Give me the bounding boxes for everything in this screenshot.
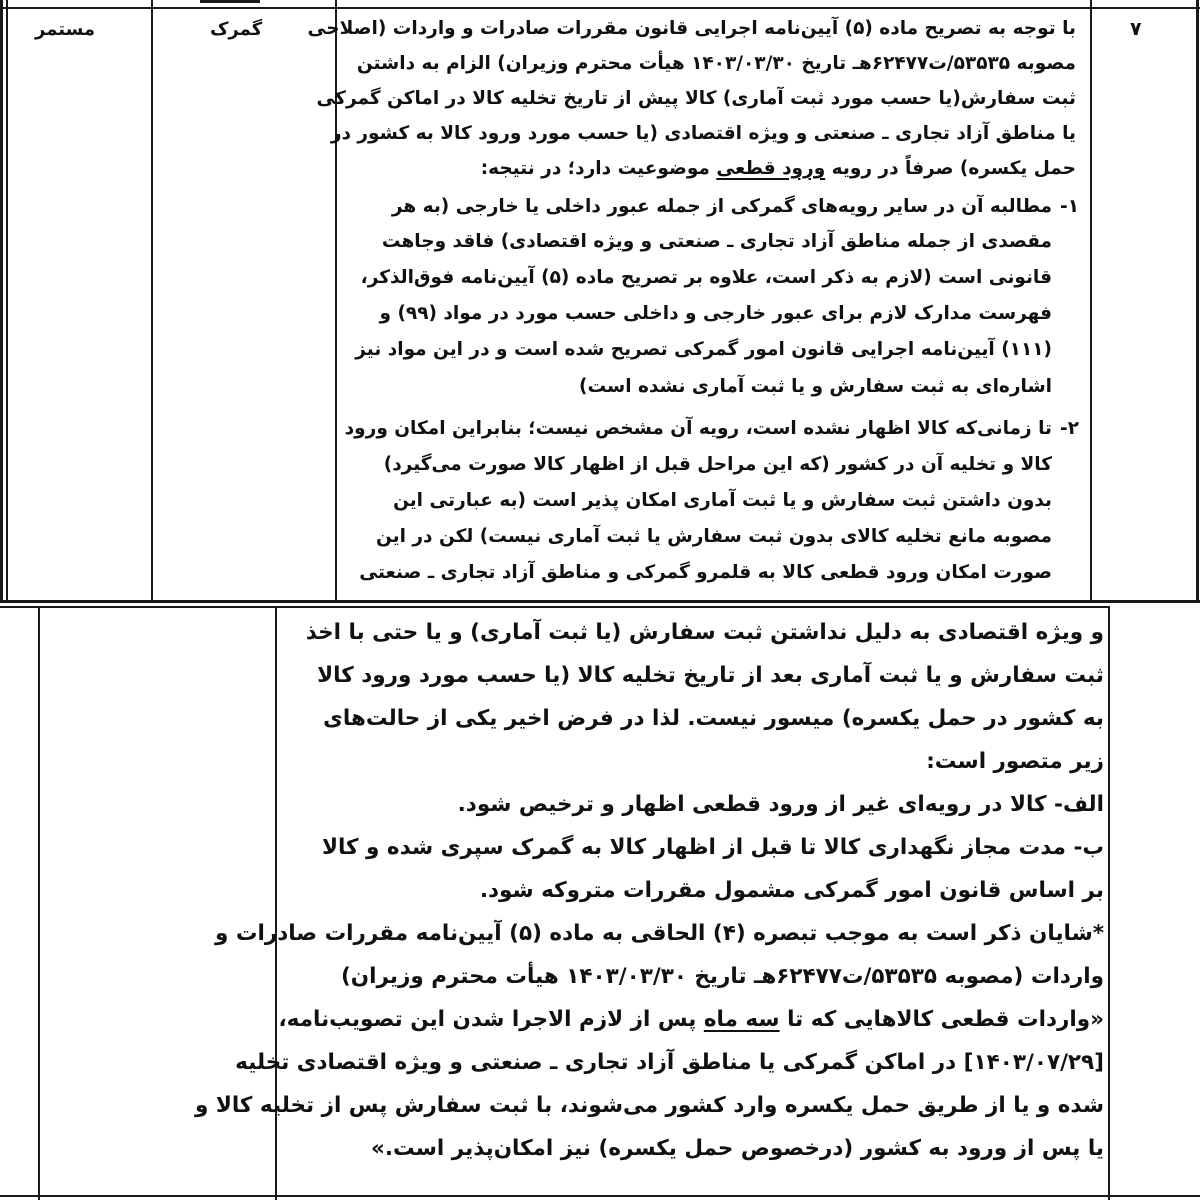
agency-cell: گمرک bbox=[210, 19, 263, 40]
status-cell: مستمر bbox=[35, 19, 96, 40]
column-divider bbox=[1108, 606, 1110, 1200]
text-line: مصوبه ۵۳۵۳۵/ت۶۲۴۷۷هـ تاریخ ۱۴۰۳/۰۳/۳۰ هیأت محترم وزیران) الزام به داشتن bbox=[356, 53, 1076, 74]
table-right-border bbox=[1196, 0, 1199, 600]
footnote-line: واردات (مصوبه ۵۳۵۳۵/ت۶۲۴۷۷هـ تاریخ ۱۴۰۳/۰۳/۳۰ هیأت محترم وزیران) bbox=[340, 964, 1104, 989]
row-divider bbox=[0, 1195, 1200, 1197]
underlined-phrase: ورود قطعی bbox=[716, 158, 826, 179]
text-line: و ویژه اقتصادی به دلیل نداشتن ثبت سفارش (یا ثبت آماری) و یا حتی با اخذ bbox=[305, 620, 1104, 645]
column-divider bbox=[151, 0, 153, 600]
text-line: اشاره‌ای به ثبت سفارش و یا ثبت آماری نشده است) bbox=[579, 376, 1052, 397]
text-line: زیر متصور است: bbox=[926, 749, 1104, 774]
list-item bbox=[344, 418, 1052, 598]
text-line: صورت امکان ورود قطعی کالا به قلمرو گمرکی و مناطق آزاد تجاری ـ صنعتی bbox=[359, 562, 1052, 583]
text-line: فهرست مدارک لازم برای عبور خارجی و داخلی حسب مورد در مواد (۹۹) و bbox=[379, 303, 1052, 324]
cropped-text-fragment bbox=[200, 0, 260, 3]
text-line: مصوبه مانع تخلیه کالای بدون ثبت سفارش یا ثبت آماری نیست) لکن در این bbox=[376, 526, 1052, 547]
footnote-line: «واردات قطعی کالاهایی که تا سه ماه پس از لازم الاجرا شدن این تصویب‌نامه، bbox=[278, 1007, 1104, 1032]
text-line: به کشور در حمل یکسره) میسور نیست. لذا در فرض اخیر یکی از حالت‌های bbox=[323, 706, 1104, 731]
text-line: مطالبه آن در سایر رویه‌های گمرکی از جمله عبور داخلی یا خارجی (به هر bbox=[391, 196, 1052, 217]
text-line: ثبت سفارش(یا حسب مورد ثبت آماری) کالا پیش از تاریخ تخلیه کالا در اماکن گمرکی bbox=[316, 88, 1076, 109]
row-number: ۷ bbox=[1130, 18, 1142, 40]
list-item-alef: الف- کالا در رویه‌ای غیر از ورود قطعی اظهار و ترخیص شود. bbox=[457, 792, 1104, 817]
list-item-number: ۱- bbox=[1060, 196, 1079, 217]
text-line: (۱۱۱) آیین‌نامه اجرایی قانون امور گمرکی تصریح شده است و در این مواد نیز bbox=[355, 339, 1052, 360]
page-break-line bbox=[0, 600, 1200, 603]
footnote-line: یا پس از ورود به کشور (درخصوص حمل یکسره) نیز امکان‌پذیر است.» bbox=[370, 1136, 1104, 1161]
row-divider bbox=[0, 7, 1200, 9]
text-line: قانونی است (لازم به ذکر است، علاوه بر تصریح ماده (۵) آیین‌نامه فوق‌الذکر، bbox=[360, 267, 1052, 288]
text-line: حمل یکسره) صرفاً در رویه ورود قطعی موضوعیت دارد؛ در نتیجه: bbox=[480, 158, 1076, 179]
text-line: کالا و تخلیه آن در کشور (که این مراحل قبل از اظهار کالا صورت می‌گیرد) bbox=[383, 454, 1052, 475]
underlined-phrase: سه ماه bbox=[703, 1007, 780, 1032]
list-item bbox=[352, 196, 1052, 436]
text-line: بدون داشتن ثبت سفارش و یا ثبت آماری امکان پذیر است (به عبارتی این bbox=[393, 490, 1052, 511]
page-break-line-inner bbox=[0, 606, 1110, 608]
footnote-line: [۱۴۰۳/۰۷/۲۹] در اماکن گمرکی یا مناطق آزاد تجاری ـ صنعتی و ویژه اقتصادی تخلیه bbox=[235, 1050, 1104, 1075]
text-line: ثبت سفارش و یا ثبت آماری بعد از تاریخ تخلیه کالا (یا حسب مورد ورود کالا bbox=[317, 663, 1104, 688]
footnote-line: شده و یا از طریق حمل یکسره وارد کشور می‌شوند، با ثبت سفارش پس از تخلیه کالا و bbox=[195, 1093, 1104, 1118]
footnote-line: *شایان ذکر است به موجب تبصره (۴) الحاقی به ماده (۵) آیین‌نامه مقررات صادرات و bbox=[215, 921, 1104, 946]
column-divider bbox=[38, 606, 40, 1200]
column-divider bbox=[1090, 0, 1092, 600]
text-line: با توجه به تصریح ماده (۵) آیین‌نامه اجرایی قانون مقررات صادرات و واردات (اصلاحی bbox=[307, 18, 1076, 39]
list-item-be: ب- مدت مجاز نگهداری کالا تا قبل از اظهار کالا به گمرک سپری شده و کالا bbox=[321, 835, 1104, 860]
row-description-continued bbox=[195, 620, 1104, 1192]
table-left-border bbox=[0, 0, 3, 600]
text-line: بر اساس قانون امور گمرکی مشمول مقررات متروکه شود. bbox=[479, 878, 1104, 903]
table-left-border-inner bbox=[6, 0, 8, 600]
text-line: یا مناطق آزاد تجاری ـ صنعتی و ویژه اقتصادی (یا حسب مورد ورود کالا به کشور در bbox=[330, 123, 1076, 144]
text-line: تا زمانی‌که کالا اظهار نشده است، رویه آن مشخص نیست؛ بنابراین امکان ورود bbox=[344, 418, 1052, 439]
text-line: مقصدی از جمله مناطق آزاد تجاری ـ صنعتی و ویژه اقتصادی) فاقد وجاهت bbox=[381, 231, 1052, 252]
list-item-number: ۲- bbox=[1060, 418, 1079, 439]
